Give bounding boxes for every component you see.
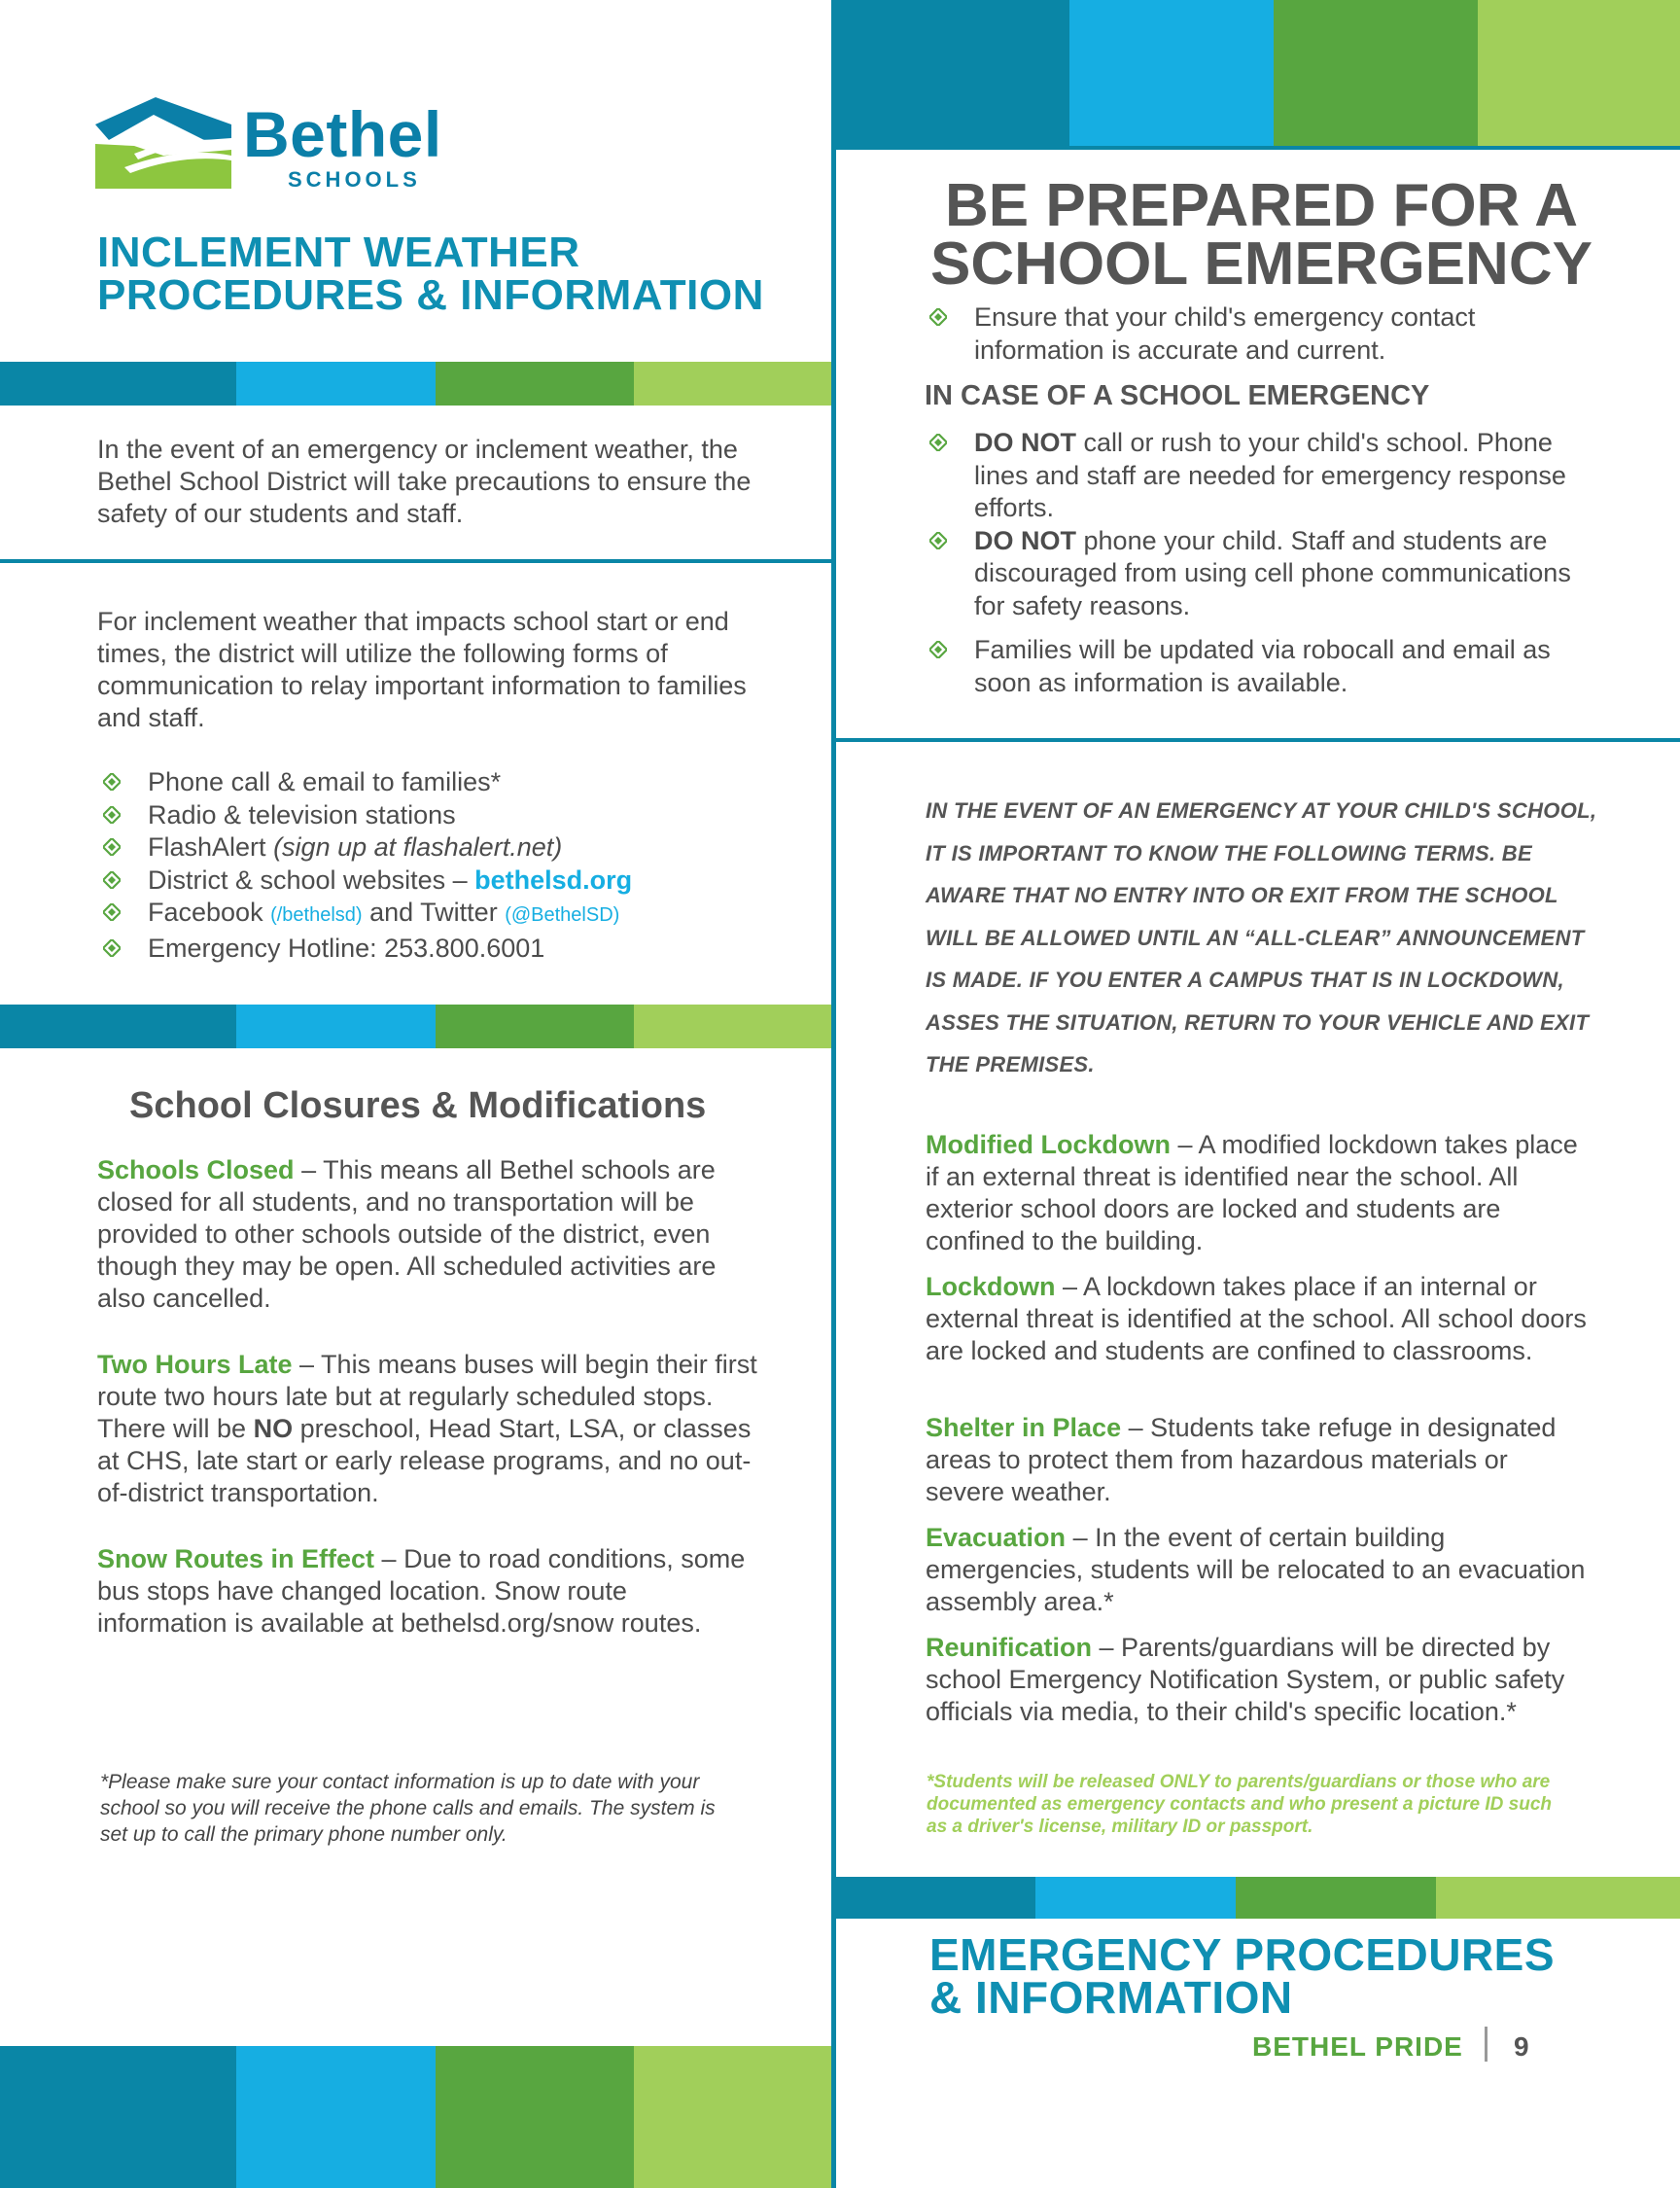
list-item xyxy=(97,766,817,799)
left-color-band-2 xyxy=(0,1005,831,1048)
left-divider-1 xyxy=(0,559,831,563)
right-color-band-footer xyxy=(836,1877,1680,1919)
prep-item-text: Ensure that your child's emergency contact information is accurate and current. xyxy=(974,302,1476,365)
two-hours-late-text-a: – This means buses will begin their first route two hours late but at regularly scheduled stops. There will be xyxy=(97,1350,757,1443)
case-list xyxy=(924,427,1575,699)
inclement-title-line2: PROCEDURES & INFORMATION xyxy=(97,271,764,319)
diamond-bullet-icon xyxy=(103,773,121,791)
comm-item-phone: Phone call & email to families* xyxy=(148,767,502,796)
facebook-handle-link[interactable]: (/bethelsd) xyxy=(270,904,363,926)
case2-text: phone your child. Staff and students are discouraged from using cell phone communications for safety reasons. xyxy=(974,525,1571,620)
right-divider-1 xyxy=(831,738,1680,742)
diamond-bullet-icon xyxy=(103,903,121,921)
list-item xyxy=(924,301,1575,367)
contact-footnote: *Please make sure your contact information is up to date with your school so you will receive the phone calls and emails. The system is set up to call the primary phone number only. xyxy=(100,1771,716,1846)
diamond-bullet-icon xyxy=(103,939,121,957)
modified-lockdown-text: – A modified lockdown takes place if an external threat is identified near the school. All exterior school doors are locked and students are confined to the building. xyxy=(926,1130,1578,1255)
inclement-weather-title xyxy=(97,231,764,317)
case1-text: call or rush to your child's school. Phone lines and staff are needed for emergency response efforts. xyxy=(974,428,1566,522)
prepare-list xyxy=(924,301,1575,367)
comm-item-twitter: and Twitter xyxy=(369,898,498,927)
shelter-text: – Students take refuge in designated areas to protect them from hazardous materials or severe weather. xyxy=(926,1413,1557,1506)
list-item xyxy=(924,427,1575,525)
intro-paragraph: In the event of an emergency or inclement weather, the Bethel School District will take precautions to ensure the safety of our students and staff. xyxy=(97,435,752,528)
bethel-schools-logo xyxy=(95,95,484,193)
comm-item-hotline: Emergency Hotline: 253.800.6001 xyxy=(148,933,545,963)
case2-bold: DO NOT xyxy=(974,525,1076,555)
reunification-paragraph xyxy=(926,1632,1587,1728)
two-hours-late-no: NO xyxy=(253,1414,294,1443)
logo-subtitle: SCHOOLS xyxy=(288,167,421,192)
schools-closed-term: Schools Closed xyxy=(97,1155,295,1184)
bethelsd-link[interactable]: bethelsd.org xyxy=(474,865,633,895)
case3-text: Families will be updated via robocall and email as soon as information is available. xyxy=(974,635,1551,697)
modified-lockdown-term: Modified Lockdown xyxy=(926,1130,1171,1159)
be-prepared-line2: SCHOOL EMERGENCY xyxy=(930,230,1592,298)
list-item xyxy=(97,865,817,898)
comm-item-flashalert: FlashAlert xyxy=(148,832,266,862)
case1-bold: DO NOT xyxy=(974,428,1076,457)
closures-heading: School Closures & Modifications xyxy=(129,1085,707,1126)
diamond-bullet-icon xyxy=(929,641,947,658)
bottom-left-color-band xyxy=(0,2046,831,2188)
bethel-logo-icon xyxy=(95,95,231,191)
footer-separator xyxy=(1485,2027,1488,2062)
lockdown-text: – A lockdown takes place if an internal or external threat is identified at the school. All school doors are locked and students are confined to classrooms. xyxy=(926,1272,1587,1365)
list-item xyxy=(97,897,817,933)
diamond-bullet-icon xyxy=(103,838,121,856)
evacuation-text: – In the event of certain building emergencies, students will be relocated to an evacuation assembly area.* xyxy=(926,1523,1586,1616)
emergency-title-line1: EMERGENCY PROCEDURES xyxy=(929,1929,1556,1980)
top-right-color-band xyxy=(831,0,1680,146)
comm-item-websites: District & school websites – xyxy=(148,865,468,895)
page-number: 9 xyxy=(1514,2031,1529,2062)
reunification-text: – Parents/guardians will be directed by school Emergency Notification System, or public safety officials via media, to their child's specific location.* xyxy=(926,1633,1565,1726)
logo-wordmark: Bethel xyxy=(243,98,442,170)
case-heading: IN CASE OF A SCHOOL EMERGENCY xyxy=(925,380,1430,411)
emergency-title-line2: & INFORMATION xyxy=(929,1972,1293,2023)
schools-closed-text: – This means all Bethel schools are closed for all students, and no transportation will be provided to other schools outside of the district, even though they may be open. All scheduled activities are also cancelled. xyxy=(97,1155,717,1313)
be-prepared-title xyxy=(856,172,1667,298)
evacuation-term: Evacuation xyxy=(926,1523,1067,1552)
two-hours-late-paragraph xyxy=(97,1349,758,1509)
inclement-title-line1: INCLEMENT WEATHER xyxy=(97,229,580,276)
list-item xyxy=(97,933,817,966)
snow-routes-paragraph xyxy=(97,1543,758,1640)
bethel-pride-label: BETHEL PRIDE xyxy=(1252,2031,1463,2062)
terms-intro: IN THE EVENT OF AN EMERGENCY AT YOUR CHILD'S SCHOOL, IT IS IMPORTANT TO KNOW THE FOLLOWING TERMS. BE AWARE THAT NO ENTRY INTO OR EXIT FROM THE SCHOOL WILL BE ALLOWED UNTIL AN “ALL-CLEAR” ANNOUNCEMENT IS MADE. IF YOU ENTER A CAMPUS THAT IS IN LOCKDOWN, ASSES THE SITUATION, RETURN TO YOUR VEHICLE AND EXIT THE PREMISES. xyxy=(926,798,1597,1076)
comm-item-facebook: Facebook xyxy=(148,898,263,927)
snow-routes-text: – Due to road conditions, some bus stops have changed location. Snow route information is available at bethelsd.org/snow routes. xyxy=(97,1544,746,1638)
flashalert-note: (sign up at flashalert.net) xyxy=(273,832,563,862)
shelter-paragraph xyxy=(926,1412,1587,1508)
lockdown-paragraph xyxy=(926,1271,1587,1367)
comm-item-radio: Radio & television stations xyxy=(148,799,456,829)
list-item xyxy=(97,799,817,832)
shelter-term: Shelter in Place xyxy=(926,1413,1122,1442)
center-vertical-divider xyxy=(831,0,836,2188)
evacuation-paragraph xyxy=(926,1522,1587,1618)
two-hours-late-text-b: preschool, Head Start, LSA, or classes at CHS, late start or early release programs, and no out-of-district transportation. xyxy=(97,1414,752,1507)
be-prepared-line1: BE PREPARED FOR A xyxy=(944,172,1579,239)
lockdown-term: Lockdown xyxy=(926,1272,1056,1301)
diamond-bullet-icon xyxy=(103,871,121,889)
diamond-bullet-icon xyxy=(103,806,121,824)
modified-lockdown-paragraph xyxy=(926,1129,1587,1257)
list-item xyxy=(924,634,1575,699)
weather-intro-paragraph: For inclement weather that impacts school start or end times, the district will utilize the following forms of communication to relay important information to families and staff. xyxy=(97,607,747,732)
release-footnote: *Students will be released ONLY to parents/guardians or those who are documented as emergency contacts and who present a picture ID such as a driver's license, military ID or passport. xyxy=(927,1772,1553,1837)
left-color-band-1 xyxy=(0,362,831,406)
schools-closed-paragraph xyxy=(97,1154,758,1315)
communication-list xyxy=(97,766,817,965)
twitter-handle-link[interactable]: (@BethelSD) xyxy=(505,904,620,926)
two-hours-late-term: Two Hours Late xyxy=(97,1350,293,1379)
reunification-term: Reunification xyxy=(926,1633,1093,1662)
right-top-divider xyxy=(831,146,1680,150)
diamond-bullet-icon xyxy=(929,308,947,326)
list-item xyxy=(924,525,1575,623)
diamond-bullet-icon xyxy=(929,532,947,549)
emergency-procedures-title xyxy=(929,1929,1556,2023)
list-item xyxy=(97,831,817,865)
snow-routes-term: Snow Routes in Effect xyxy=(97,1544,375,1573)
diamond-bullet-icon xyxy=(929,434,947,451)
